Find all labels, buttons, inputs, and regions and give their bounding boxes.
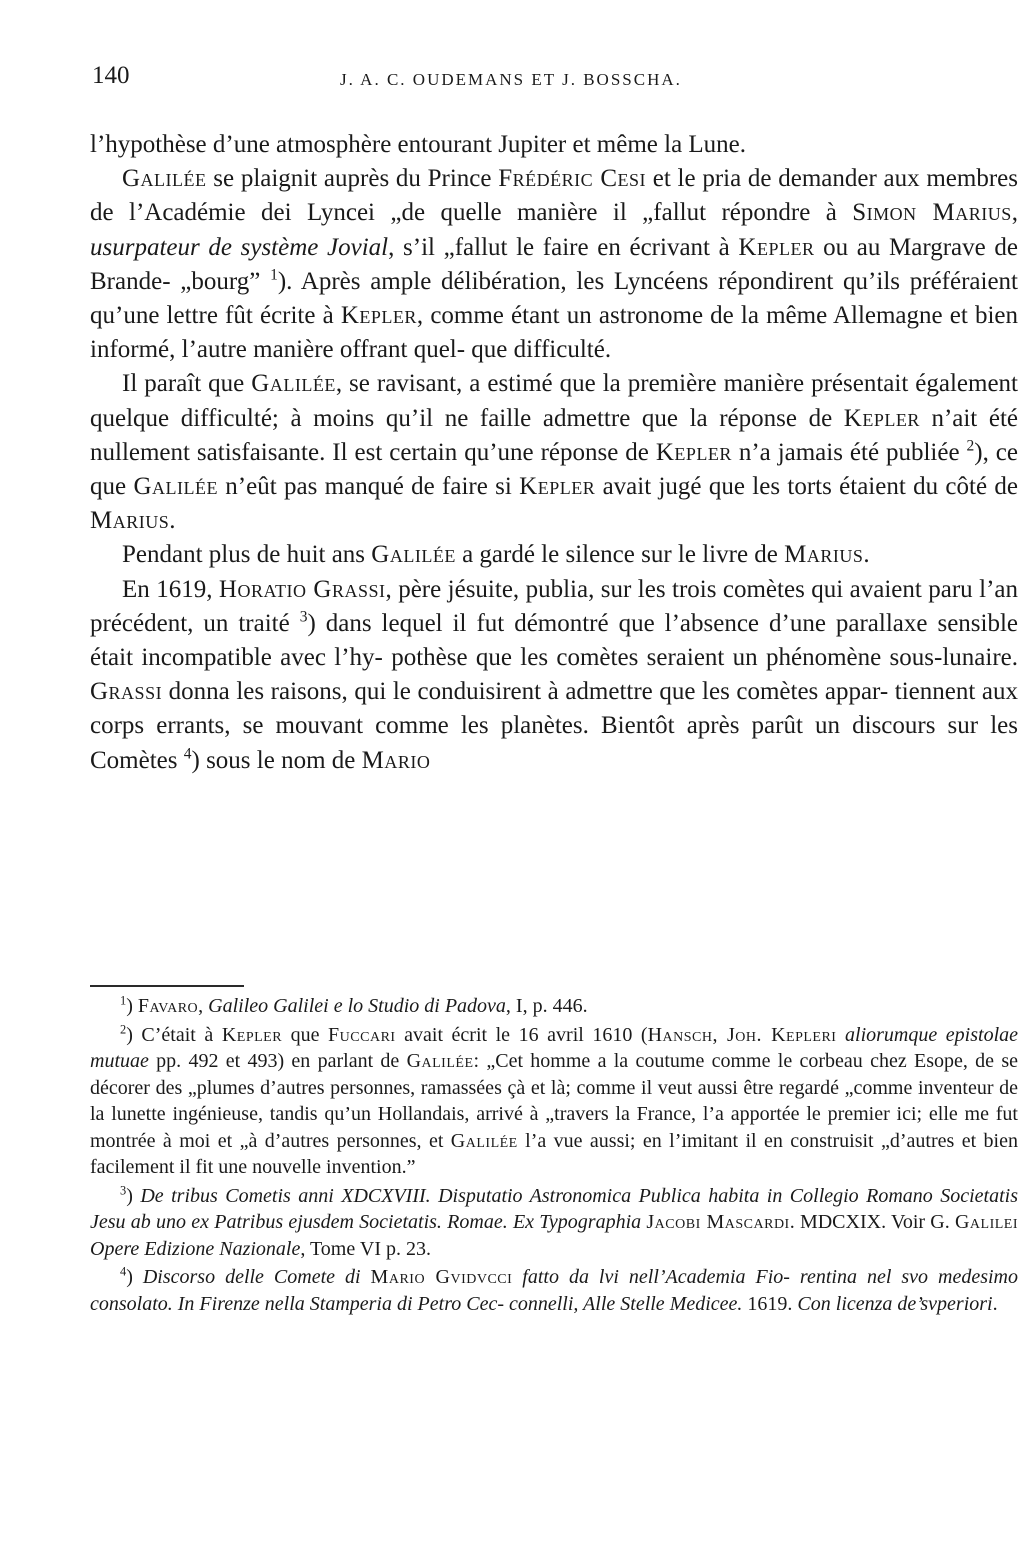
text-run: Il paraît que xyxy=(122,370,252,398)
text-run: ) C’était à xyxy=(126,1023,222,1046)
running-head: J. A. C. OUDEMANS ET J. BOSSCHA. xyxy=(340,70,682,89)
text-run: n’ait été nullement satisfaisante. Il est certain qu’une réponse de xyxy=(90,404,1018,466)
person-name: Kepler xyxy=(221,1023,283,1046)
text-run: pp. 492 et 493) en parlant de xyxy=(148,1050,407,1072)
text-run: avait écrit le 16 avril 1610 ( xyxy=(395,1023,648,1046)
italic-title: Opere Edizione Nazionale xyxy=(90,1237,301,1260)
person-name: Galilée xyxy=(122,165,207,193)
person-name: Mario xyxy=(361,746,431,774)
person-name: Hansch, Joh. Kepleri xyxy=(647,1023,837,1046)
person-name: Marius xyxy=(90,507,170,535)
footnote-ref[interactable]: 3 xyxy=(299,608,308,626)
person-name: Galilée xyxy=(251,370,336,398)
footnote-ref[interactable]: 2 xyxy=(966,437,975,455)
footnote-1 xyxy=(90,993,1018,1020)
page-number: 140 xyxy=(92,62,130,89)
text-run: a gardé le silence sur le livre de xyxy=(455,541,785,569)
italic-title: Con licenza de’svperiori xyxy=(797,1292,993,1315)
text-run: ) xyxy=(126,995,138,1017)
text-run: 1619. xyxy=(742,1292,798,1315)
footnote-mark: 4 xyxy=(120,1264,127,1279)
text-run: ) xyxy=(126,1266,143,1288)
person-name: Fuccari xyxy=(328,1023,396,1046)
text-run: , xyxy=(1011,199,1018,227)
text-run: n’a jamais été publiée xyxy=(731,438,967,466)
person-name: Horatio Grassi xyxy=(218,575,386,603)
footnote-ref[interactable]: 1 xyxy=(270,266,278,284)
person-name: Kepler xyxy=(655,438,732,466)
text-run: l’a vue aussi; en l’imitant il en construisit „d’autres et bien facilement il fit une nouvelle invention.” xyxy=(90,1129,1018,1178)
person-name: Galilée xyxy=(133,473,218,501)
person-name: Galilei xyxy=(954,1211,1019,1233)
person-name: Mario Gvidvcci xyxy=(370,1266,513,1288)
text-run: ) sous le nom de xyxy=(191,746,362,774)
person-name: Galilée xyxy=(371,541,456,569)
person-name: Jacobi Mascardi xyxy=(646,1211,790,1233)
italic-title: fatto da lvi nell’Academia Fio- rentina nel svo medesimo consolato. In Firenze nella Stamperia di Petro Cec- connelli, Alle Stelle Medicee. xyxy=(90,1266,1018,1315)
paragraph-2 xyxy=(90,162,1018,367)
text-run: Pendant plus de huit ans xyxy=(122,541,372,569)
page-header xyxy=(92,62,1022,98)
italic-phrase: usurpateur de système Jovial xyxy=(90,233,389,261)
text-run xyxy=(836,1024,845,1046)
italic-title: Discorso delle Comete di xyxy=(142,1266,361,1288)
text-run: ) xyxy=(126,1184,141,1207)
body-text xyxy=(90,128,1018,778)
paragraph-3 xyxy=(90,367,1018,538)
italic-title: Galileo Galilei e lo Studio di Padova xyxy=(208,995,506,1017)
person-name: Kepler xyxy=(340,302,417,330)
person-name: Kepler xyxy=(519,473,596,501)
person-name: Favaro xyxy=(137,995,199,1017)
footnote-divider xyxy=(90,985,244,987)
paragraph-4 xyxy=(90,538,1018,572)
text-run: ou au Margrave de Brande- „bourg” xyxy=(90,233,1018,295)
person-name: Kepler xyxy=(843,404,920,432)
text-run: : „Cet homme a la coutume comme le corbeau chez Esope, de se décorer des „plumes d’autres personnes, ramassées çà et là; comme il veut aussi être regardé „comme inventeur de la lunette ingénieuse, tandis qu’un Hollandais, arrivé à „travers la France, l’a apportée le premier ici; elle me fut montrée à moi et „à d’autres personnes, et xyxy=(90,1050,1018,1152)
text-run: et le pria de demander aux membres de l’Académie dei Lyncei „de quelle manière il „fallut répondre à xyxy=(90,165,1018,227)
footnote-3 xyxy=(90,1183,1018,1263)
footnote-ref[interactable]: 4 xyxy=(183,745,192,763)
text-run: n’eût pas manqué de faire si xyxy=(217,473,520,501)
text-run: avait jugé que les torts étaient du côté de xyxy=(595,473,1018,501)
text-run: . xyxy=(863,541,870,569)
text-run: En 1619, xyxy=(122,575,219,603)
person-name: Galilée xyxy=(406,1050,474,1072)
paragraph-5 xyxy=(90,573,1018,778)
footnote-mark: 1 xyxy=(120,993,127,1008)
person-name: Grassi xyxy=(90,678,163,706)
footnote-2 xyxy=(90,1022,1018,1181)
text-run: , Tome VI p. 23. xyxy=(300,1237,431,1260)
italic-title: De tribus Cometis anni XDCXVIII. Disputatio Astronomica Publica habita in Collegio Romano Societatis Jesu ab uno ex Patribus ejusdem Societatis. Romae. Ex Typographia xyxy=(90,1184,1019,1233)
text-run: que xyxy=(282,1023,329,1046)
text-run: , comme étant un astronome de la même Allemagne et bien informé, l’autre manière offrant quel- que difficulté. xyxy=(90,302,1018,364)
text-run: ), ce que xyxy=(90,438,1018,501)
footnote-mark: 3 xyxy=(120,1182,127,1197)
person-name: Marius xyxy=(784,541,864,569)
person-name: Simon Marius xyxy=(852,199,1012,227)
text-run: ) dans lequel il fut démontré que l’absence d’une parallaxe sensible était incompatible avec l’hy- pothèse que les comètes seraient un phénomène sous-lunaire. xyxy=(90,609,1019,672)
text-run: . xyxy=(992,1292,998,1315)
text-run: , s’il „fallut le faire en écrivant à xyxy=(388,233,739,261)
person-name: Frédéric Cesi xyxy=(498,165,647,193)
footnotes xyxy=(90,993,1018,1317)
text-run xyxy=(361,1266,371,1288)
text-run: , I, p. 446. xyxy=(505,995,588,1017)
person-name: Kepler xyxy=(738,233,815,261)
text-run xyxy=(512,1266,522,1288)
footnote-4 xyxy=(90,1264,1018,1317)
text-run: ). Après ample délibération, les Lyncéens répondirent qu’ils préféraient qu’une lettre fût écrite à xyxy=(90,267,1018,330)
text-run: . MDCXIX. Voir G. xyxy=(789,1211,955,1233)
text-run: se plaignit auprès du Prince xyxy=(206,165,499,193)
italic-title: aliorumque epistolae mutuae xyxy=(90,1023,1019,1072)
text-run: l’hypothèse d’une atmosphère entourant Jupiter et même la Lune. xyxy=(90,131,747,158)
text-run: donna les raisons, qui le conduisirent à admettre que les comètes appar- tiennent aux corps errants, se mouvant comme les planètes. Bientôt après parût un discours sur les Comètes xyxy=(90,678,1018,774)
person-name: Galilée xyxy=(450,1129,518,1152)
footnote-mark: 2 xyxy=(120,1021,127,1036)
text-run: , père jésuite, publia, sur les trois comètes qui avaient paru l’an précédent, un traité xyxy=(90,575,1018,637)
text-run: . xyxy=(169,507,176,535)
text-run: , xyxy=(198,995,209,1017)
text-run: , se ravisant, a estimé que la première manière présentait également quelque difficulté; à moins qu’il ne faille admettre que la réponse de xyxy=(90,370,1018,432)
paragraph-1 xyxy=(90,128,1018,162)
